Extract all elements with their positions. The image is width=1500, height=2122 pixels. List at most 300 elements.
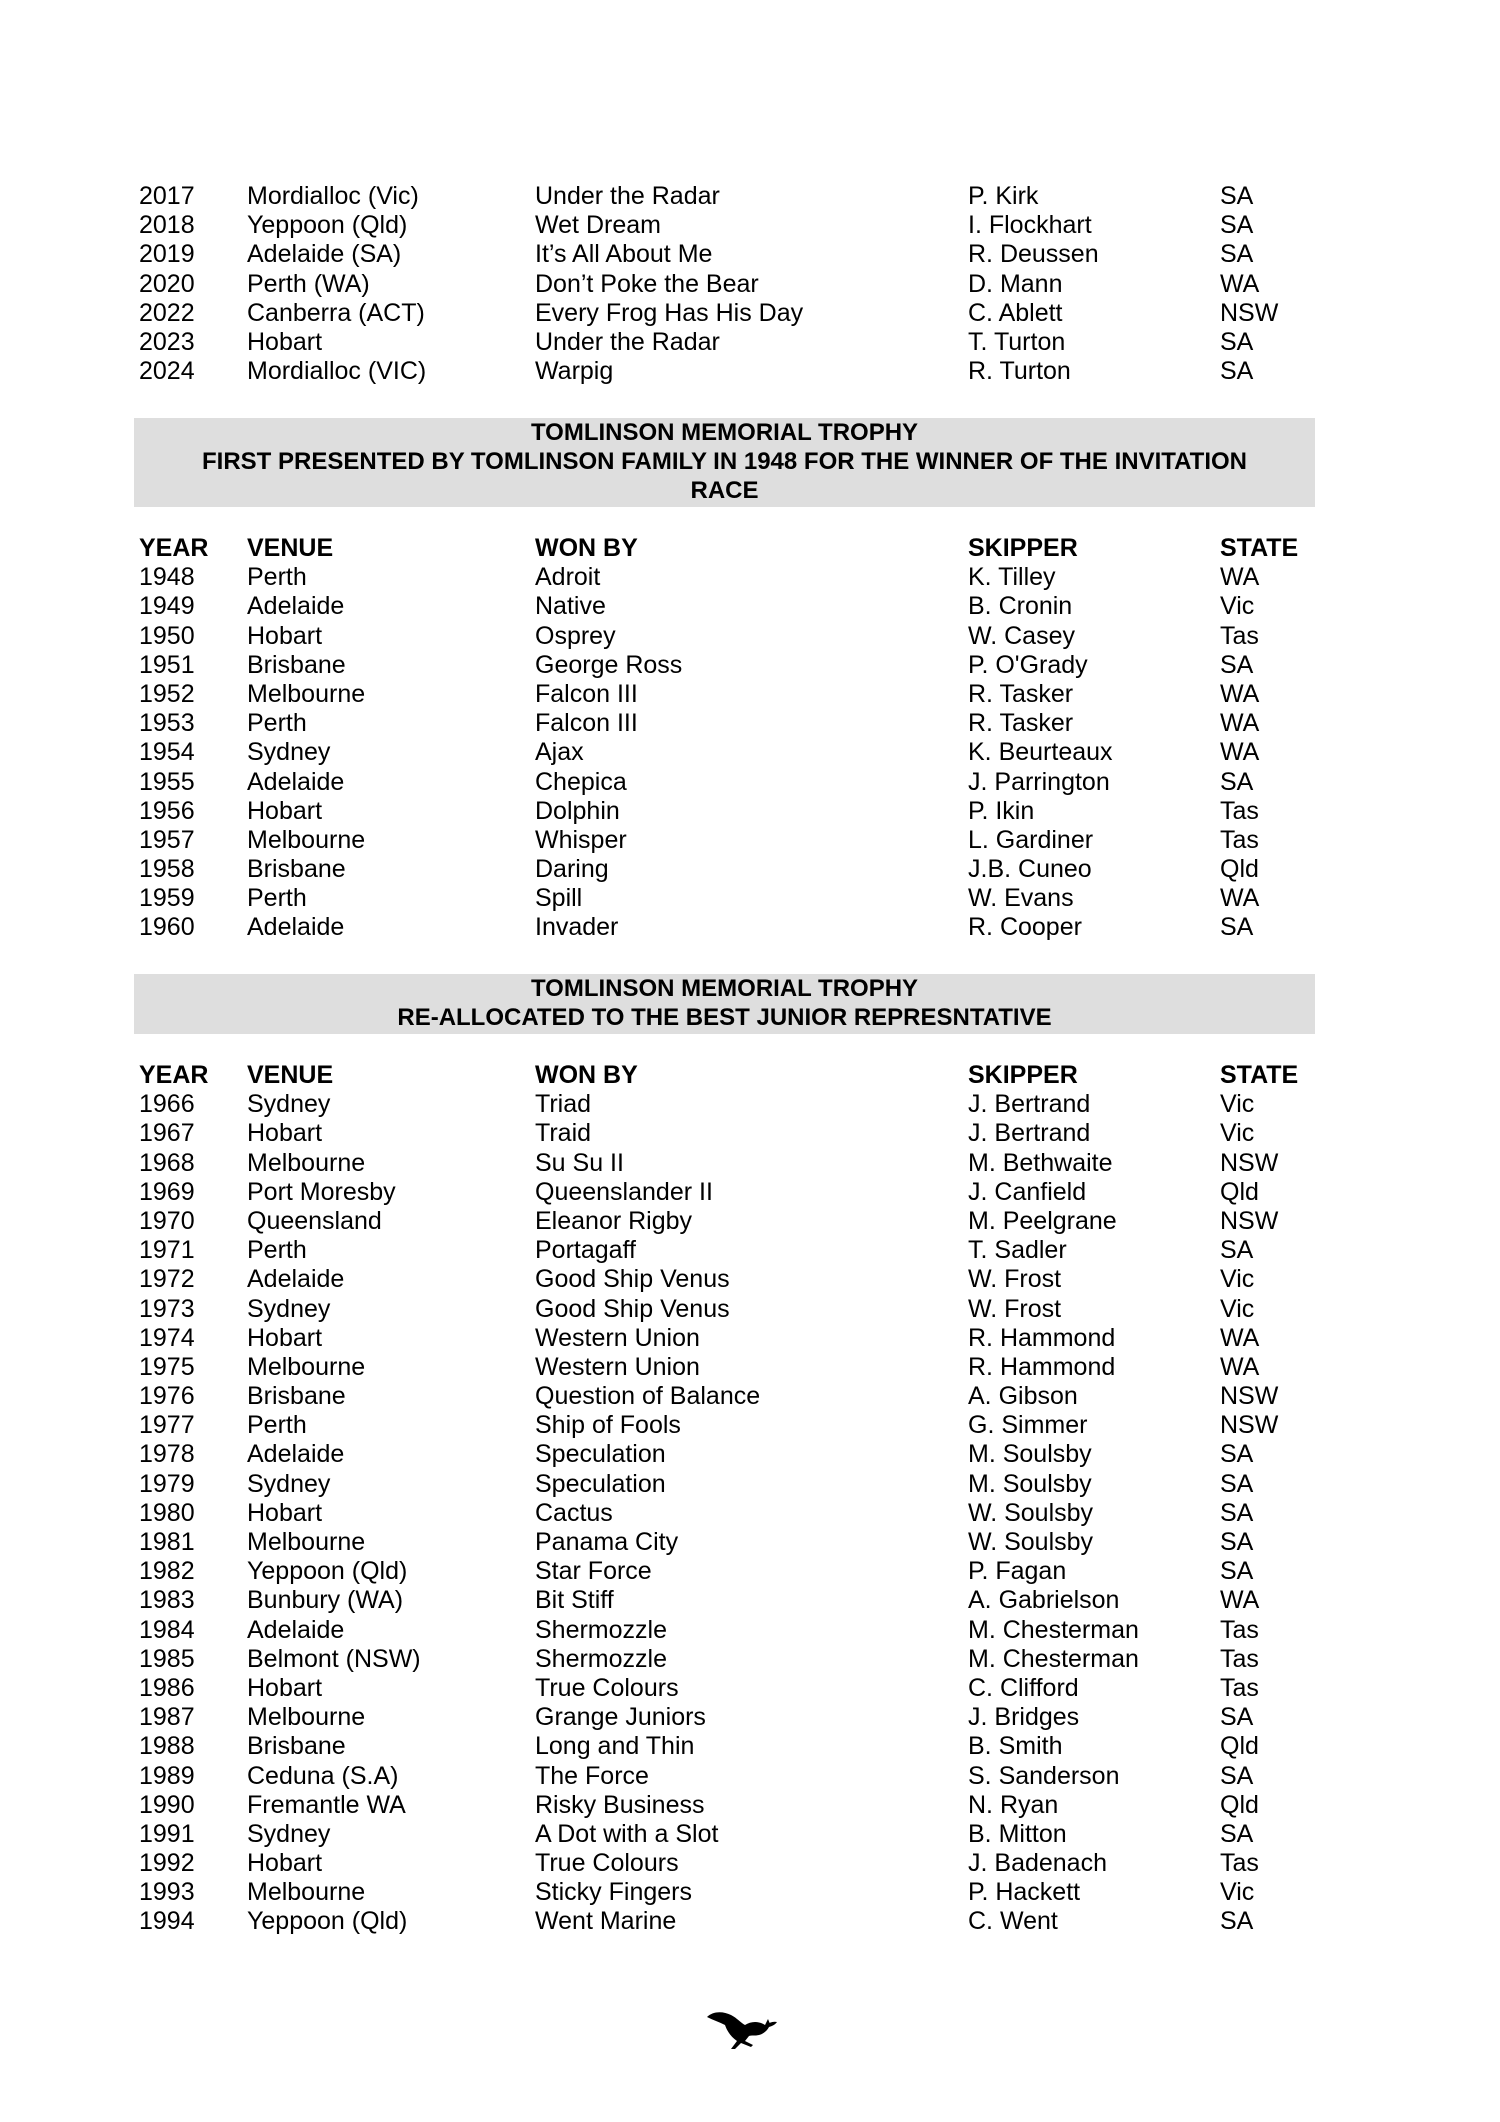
won-by-cell: Falcon III (535, 709, 638, 738)
venue-cell: Sydney (247, 1294, 331, 1323)
year-cell: 1975 (139, 1352, 195, 1381)
year-cell: 1967 (139, 1119, 195, 1148)
won-by-cell: Osprey (535, 621, 616, 650)
venue-cell: Mordialloc (VIC) (247, 357, 427, 386)
invitation-race-table (137, 534, 1317, 943)
venue-cell: Hobart (247, 1323, 323, 1352)
table-row (137, 1878, 1317, 1907)
state-cell: NSW (1220, 1148, 1279, 1177)
venue-cell: Canberra (ACT) (247, 298, 425, 327)
column-header-year: YEAR (139, 1061, 209, 1089)
won-by-cell: Star Force (535, 1557, 652, 1586)
table-row (137, 1557, 1317, 1586)
skipper-cell: C. Ablett (968, 298, 1063, 327)
skipper-cell: J. Parrington (968, 767, 1110, 796)
skipper-cell: A. Gabrielson (968, 1586, 1120, 1615)
venue-cell: Brisbane (247, 650, 346, 679)
column-header-year: YEAR (139, 534, 209, 562)
table-row (137, 592, 1317, 621)
year-cell: 1973 (139, 1294, 195, 1323)
skipper-cell: D. Mann (968, 269, 1063, 298)
year-cell: 1966 (139, 1090, 195, 1119)
venue-cell: Melbourne (247, 1528, 366, 1556)
table-row (137, 1119, 1317, 1148)
skipper-cell: R. Hammond (968, 1352, 1116, 1381)
won-by-cell: True Colours (535, 1849, 679, 1878)
year-cell: 1972 (139, 1265, 195, 1294)
year-cell: 1957 (139, 825, 195, 854)
won-by-cell: Warpig (535, 357, 614, 386)
won-by-cell: Daring (535, 855, 609, 884)
venue-cell: Brisbane (247, 855, 346, 884)
state-cell: NSW (1220, 298, 1279, 327)
skipper-cell: R. Tasker (968, 709, 1074, 738)
table-row (137, 270, 1317, 299)
kangaroo-icon (705, 2005, 781, 2053)
skipper-cell: C. Went (968, 1907, 1058, 1936)
year-cell: 1959 (139, 884, 195, 913)
year-cell: 1981 (139, 1528, 195, 1556)
table-row (137, 1149, 1317, 1178)
venue-cell: Hobart (247, 1673, 323, 1702)
column-header-state: STATE (1220, 534, 1299, 562)
table-row (137, 1762, 1317, 1791)
state-cell: Tas (1220, 1849, 1259, 1878)
state-cell: Vic (1220, 592, 1255, 621)
year-cell: 2020 (139, 269, 195, 298)
year-cell: 1956 (139, 796, 195, 825)
venue-cell: Melbourne (247, 1352, 366, 1381)
won-by-cell: Spill (535, 884, 583, 913)
skipper-cell: M. Soulsby (968, 1440, 1092, 1469)
table-row (137, 855, 1317, 884)
year-cell: 1979 (139, 1469, 195, 1498)
column-header-venue: VENUE (247, 534, 334, 562)
venue-cell: Belmont (NSW) (247, 1644, 421, 1673)
state-cell: Tas (1220, 1644, 1259, 1673)
table-row (137, 768, 1317, 797)
table-row (137, 1470, 1317, 1499)
state-cell: SA (1220, 650, 1254, 679)
venue-cell: Hobart (247, 327, 323, 356)
table-row (137, 1849, 1317, 1878)
year-cell: 1990 (139, 1790, 195, 1819)
won-by-cell: Traid (535, 1119, 592, 1148)
section-banner-junior-representative (134, 974, 1315, 1034)
table-row (137, 797, 1317, 826)
table-row (137, 913, 1317, 942)
state-cell: Tas (1220, 796, 1259, 825)
year-cell: 1982 (139, 1557, 195, 1586)
banner-line: RACE (690, 477, 759, 505)
table-row (137, 826, 1317, 855)
won-by-cell: Chepica (535, 767, 627, 796)
venue-cell: Perth (247, 884, 307, 913)
won-by-cell: Adroit (535, 563, 601, 592)
venue-cell: Brisbane (247, 1382, 346, 1411)
table-row (137, 1382, 1317, 1411)
state-cell: Qld (1220, 1790, 1259, 1819)
skipper-cell: W. Soulsby (968, 1528, 1094, 1556)
table-row (137, 328, 1317, 357)
year-cell: 1994 (139, 1907, 195, 1936)
state-cell: SA (1220, 211, 1254, 240)
year-cell: 1951 (139, 650, 195, 679)
won-by-cell: Every Frog Has His Day (535, 298, 804, 327)
venue-cell: Adelaide (247, 1440, 345, 1469)
table-row (137, 1207, 1317, 1236)
skipper-cell: G. Simmer (968, 1411, 1088, 1440)
venue-cell: Yeppoon (Qld) (247, 1907, 408, 1936)
state-cell: SA (1220, 1498, 1254, 1527)
skipper-cell: W. Evans (968, 884, 1074, 913)
table-row (137, 357, 1317, 386)
venue-cell: Hobart (247, 1119, 323, 1148)
table-row (137, 1791, 1317, 1820)
table-row (137, 622, 1317, 651)
won-by-cell: Western Union (535, 1323, 700, 1352)
state-cell: NSW (1220, 1206, 1279, 1235)
venue-cell: Sydney (247, 1819, 331, 1848)
state-cell: SA (1220, 327, 1254, 356)
year-cell: 1989 (139, 1761, 195, 1790)
state-cell: SA (1220, 913, 1254, 942)
won-by-cell: Bit Stiff (535, 1586, 614, 1615)
table-row (137, 1703, 1317, 1732)
year-cell: 1978 (139, 1440, 195, 1469)
venue-cell: Yeppoon (Qld) (247, 211, 408, 240)
year-cell: 1950 (139, 621, 195, 650)
table-row (137, 1732, 1317, 1761)
won-by-cell: Cactus (535, 1498, 613, 1527)
won-by-cell: Portagaff (535, 1236, 637, 1265)
won-by-cell: Panama City (535, 1528, 679, 1556)
state-cell: WA (1220, 1323, 1260, 1352)
table-row (137, 299, 1317, 328)
table-row (137, 1178, 1317, 1207)
table-row (137, 1499, 1317, 1528)
year-cell: 1949 (139, 592, 195, 621)
venue-cell: Perth (247, 709, 307, 738)
state-cell: Qld (1220, 855, 1259, 884)
column-header-won-by: WON BY (535, 534, 638, 562)
won-by-cell: It’s All About Me (535, 240, 713, 269)
venue-cell: Fremantle WA (247, 1790, 406, 1819)
column-header-skipper: SKIPPER (968, 534, 1078, 562)
state-cell: Vic (1220, 1294, 1255, 1323)
table-row (137, 1674, 1317, 1703)
venue-cell: Melbourne (247, 1878, 366, 1907)
skipper-cell: M. Peelgrane (968, 1206, 1117, 1235)
year-cell: 1977 (139, 1411, 195, 1440)
year-cell: 1986 (139, 1673, 195, 1702)
table-row (137, 1907, 1317, 1936)
table-row (137, 1265, 1317, 1294)
column-header-state: STATE (1220, 1061, 1299, 1089)
state-cell: WA (1220, 709, 1260, 738)
skipper-cell: T. Turton (968, 327, 1066, 356)
skipper-cell: J. Bridges (968, 1703, 1080, 1732)
year-cell: 1953 (139, 709, 195, 738)
state-cell: WA (1220, 269, 1260, 298)
won-by-cell: Speculation (535, 1440, 666, 1469)
table-row (137, 651, 1317, 680)
won-by-cell: Western Union (535, 1352, 700, 1381)
table-header-row (137, 534, 1317, 563)
skipper-cell: R. Deussen (968, 240, 1099, 269)
skipper-cell: J. Bertrand (968, 1090, 1091, 1119)
venue-cell: Yeppoon (Qld) (247, 1557, 408, 1586)
year-cell: 1968 (139, 1148, 195, 1177)
skipper-cell: J. Badenach (968, 1849, 1107, 1878)
venue-cell: Melbourne (247, 1148, 366, 1177)
won-by-cell: Shermozzle (535, 1644, 667, 1673)
won-by-cell: Long and Thin (535, 1732, 695, 1761)
skipper-cell: P. Kirk (968, 182, 1039, 210)
year-cell: 1958 (139, 855, 195, 884)
state-cell: NSW (1220, 1411, 1279, 1440)
state-cell: SA (1220, 1440, 1254, 1469)
year-cell: 1983 (139, 1586, 195, 1615)
state-cell: SA (1220, 357, 1254, 386)
skipper-cell: I. Flockhart (968, 211, 1092, 240)
venue-cell: Sydney (247, 738, 331, 767)
state-cell: Vic (1220, 1119, 1255, 1148)
venue-cell: Brisbane (247, 1732, 346, 1761)
state-cell: WA (1220, 884, 1260, 913)
state-cell: Vic (1220, 1878, 1255, 1907)
year-cell: 1948 (139, 563, 195, 592)
skipper-cell: N. Ryan (968, 1790, 1059, 1819)
won-by-cell: Queenslander II (535, 1177, 713, 1206)
skipper-cell: B. Cronin (968, 592, 1073, 621)
state-cell: SA (1220, 1528, 1254, 1556)
venue-cell: Melbourne (247, 1703, 366, 1732)
banner-line: RE-ALLOCATED TO THE BEST JUNIOR REPRESNTATIVE (397, 1004, 1052, 1032)
year-cell: 2018 (139, 211, 195, 240)
banner-line: TOMLINSON MEMORIAL TROPHY (530, 419, 919, 446)
skipper-cell: J. Canfield (968, 1177, 1087, 1206)
table-row (137, 1090, 1317, 1119)
won-by-cell: Ship of Fools (535, 1411, 681, 1440)
venue-cell: Perth (247, 1411, 307, 1440)
state-cell: Vic (1220, 1265, 1255, 1294)
skipper-cell: K. Beurteaux (968, 738, 1113, 767)
venue-cell: Bunbury (WA) (247, 1586, 404, 1615)
venue-cell: Sydney (247, 1090, 331, 1119)
year-cell: 2017 (139, 182, 195, 210)
skipper-cell: P. O'Grady (968, 650, 1088, 679)
state-cell: NSW (1220, 1382, 1279, 1411)
banner-line: FIRST PRESENTED BY TOMLINSON FAMILY IN 1948 FOR THE WINNER OF THE INVITATION (202, 448, 1247, 476)
skipper-cell: B. Mitton (968, 1819, 1067, 1848)
year-cell: 1974 (139, 1323, 195, 1352)
venue-cell: Melbourne (247, 679, 366, 708)
state-cell: WA (1220, 1352, 1260, 1381)
table-row (137, 1528, 1317, 1557)
won-by-cell: Grange Juniors (535, 1703, 706, 1732)
venue-cell: Hobart (247, 1498, 323, 1527)
won-by-cell: Invader (535, 913, 619, 942)
table-row (137, 1645, 1317, 1674)
venue-cell: Port Moresby (247, 1177, 396, 1206)
venue-cell: Adelaide (247, 767, 345, 796)
won-by-cell: Whisper (535, 825, 627, 854)
won-by-cell: Speculation (535, 1469, 666, 1498)
table-row (137, 563, 1317, 592)
table-header-row (137, 1061, 1317, 1090)
won-by-cell: Shermozzle (535, 1615, 667, 1644)
skipper-cell: T. Sadler (968, 1236, 1067, 1265)
state-cell: WA (1220, 679, 1260, 708)
state-cell: SA (1220, 1907, 1254, 1936)
won-by-cell: Falcon III (535, 679, 638, 708)
year-cell: 1955 (139, 767, 195, 796)
skipper-cell: R. Tasker (968, 679, 1074, 708)
skipper-cell: W. Casey (968, 621, 1075, 650)
table-row (137, 240, 1317, 269)
table-row (137, 1236, 1317, 1265)
year-cell: 1969 (139, 1177, 195, 1206)
table-row (137, 1324, 1317, 1353)
skipper-cell: L. Gardiner (968, 825, 1094, 854)
state-cell: Qld (1220, 1177, 1259, 1206)
state-cell: WA (1220, 1586, 1260, 1615)
skipper-cell: P. Ikin (968, 796, 1035, 825)
year-cell: 1952 (139, 679, 195, 708)
year-cell: 2019 (139, 240, 195, 269)
table-row (137, 680, 1317, 709)
table-row (137, 738, 1317, 767)
skipper-cell: W. Soulsby (968, 1498, 1094, 1527)
won-by-cell: Under the Radar (535, 182, 720, 210)
venue-cell: Hobart (247, 621, 323, 650)
junior-representative-table (137, 1061, 1317, 1937)
skipper-cell: M. Chesterman (968, 1644, 1139, 1673)
venue-cell: Perth (WA) (247, 269, 370, 298)
section-banner-invitation-race (134, 418, 1315, 507)
venue-cell: Sydney (247, 1469, 331, 1498)
table-row (137, 1295, 1317, 1324)
won-by-cell: Good Ship Venus (535, 1294, 730, 1323)
state-cell: SA (1220, 1469, 1254, 1498)
year-cell: 1993 (139, 1878, 195, 1907)
year-cell: 1988 (139, 1732, 195, 1761)
skipper-cell: M. Soulsby (968, 1469, 1092, 1498)
skipper-cell: R. Turton (968, 357, 1071, 386)
table-row (137, 1616, 1317, 1645)
state-cell: Tas (1220, 621, 1259, 650)
skipper-cell: P. Fagan (968, 1557, 1067, 1586)
state-cell: WA (1220, 563, 1260, 592)
column-header-skipper: SKIPPER (968, 1061, 1078, 1089)
state-cell: WA (1220, 738, 1260, 767)
table-row (137, 1586, 1317, 1615)
year-cell: 1984 (139, 1615, 195, 1644)
state-cell: Tas (1220, 1673, 1259, 1702)
skipper-cell: J. Bertrand (968, 1119, 1091, 1148)
skipper-cell: P. Hackett (968, 1878, 1081, 1907)
won-by-cell: Don’t Poke the Bear (535, 269, 759, 298)
venue-cell: Hobart (247, 796, 323, 825)
won-by-cell: Triad (535, 1090, 592, 1119)
venue-cell: Hobart (247, 1849, 323, 1878)
state-cell: Qld (1220, 1732, 1259, 1761)
year-cell: 1987 (139, 1703, 195, 1732)
skipper-cell: C. Clifford (968, 1673, 1079, 1702)
table-row (137, 211, 1317, 240)
skipper-cell: K. Tilley (968, 563, 1056, 592)
venue-cell: Ceduna (S.A) (247, 1761, 399, 1790)
skipper-cell: W. Frost (968, 1265, 1062, 1294)
won-by-cell: Native (535, 592, 606, 621)
state-cell: SA (1220, 1236, 1254, 1265)
skipper-cell: S. Sanderson (968, 1761, 1120, 1790)
state-cell: SA (1220, 767, 1254, 796)
year-cell: 1992 (139, 1849, 195, 1878)
won-by-cell: A Dot with a Slot (535, 1819, 719, 1848)
skipper-cell: J.B. Cuneo (968, 855, 1092, 884)
venue-cell: Perth (247, 563, 307, 592)
skipper-cell: B. Smith (968, 1732, 1063, 1761)
won-by-cell: Went Marine (535, 1907, 677, 1936)
won-by-cell: Ajax (535, 738, 584, 767)
state-cell: SA (1220, 1819, 1254, 1848)
table-row (137, 1820, 1317, 1849)
table-row (137, 709, 1317, 738)
state-cell: SA (1220, 240, 1254, 269)
state-cell: SA (1220, 1761, 1254, 1790)
venue-cell: Mordialloc (Vic) (247, 182, 419, 210)
year-cell: 1980 (139, 1498, 195, 1527)
state-cell: Vic (1220, 1090, 1255, 1119)
year-cell: 1970 (139, 1206, 195, 1235)
venue-cell: Adelaide (247, 592, 345, 621)
venue-cell: Queensland (247, 1206, 382, 1235)
venue-cell: Melbourne (247, 825, 366, 854)
table-row (137, 182, 1317, 211)
skipper-cell: W. Frost (968, 1294, 1062, 1323)
year-cell: 2022 (139, 298, 195, 327)
won-by-cell: Good Ship Venus (535, 1265, 730, 1294)
skipper-cell: A. Gibson (968, 1382, 1078, 1411)
won-by-cell: Question of Balance (535, 1382, 761, 1411)
venue-cell: Adelaide (247, 913, 345, 942)
year-cell: 1991 (139, 1819, 195, 1848)
won-by-cell: Risky Business (535, 1790, 705, 1819)
state-cell: SA (1220, 1703, 1254, 1732)
venue-cell: Adelaide (SA) (247, 240, 402, 269)
won-by-cell: Eleanor Rigby (535, 1206, 693, 1235)
venue-cell: Perth (247, 1236, 307, 1265)
state-cell: SA (1220, 182, 1254, 210)
skipper-cell: R. Hammond (968, 1323, 1116, 1352)
table-row (137, 1353, 1317, 1382)
table-row (137, 884, 1317, 913)
won-by-cell: Wet Dream (535, 211, 661, 240)
year-cell: 1954 (139, 738, 195, 767)
venue-cell: Adelaide (247, 1615, 345, 1644)
year-cell: 1985 (139, 1644, 195, 1673)
top-results-table (137, 182, 1317, 386)
year-cell: 2024 (139, 357, 195, 386)
skipper-cell: R. Cooper (968, 913, 1082, 942)
state-cell: Tas (1220, 1615, 1259, 1644)
venue-cell: Adelaide (247, 1265, 345, 1294)
won-by-cell: The Force (535, 1761, 649, 1790)
year-cell: 1960 (139, 913, 195, 942)
won-by-cell: George Ross (535, 650, 683, 679)
